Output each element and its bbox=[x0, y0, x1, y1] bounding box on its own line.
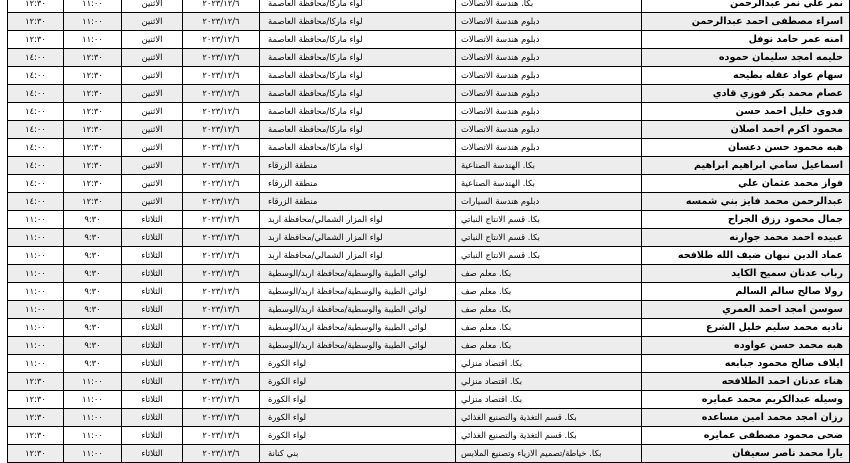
candidate-name-cell: محمود اكرم احمد اصلان bbox=[642, 121, 850, 139]
end-time-cell: ١٤:٠٠ bbox=[8, 85, 64, 103]
end-time-cell: ١٤:٠٠ bbox=[8, 157, 64, 175]
start-time-cell: ٩:٣٠ bbox=[64, 301, 122, 319]
end-time-cell: ١٢:٣٠ bbox=[8, 427, 64, 445]
exam-date-cell: ٢٠٢٣/١٣/٦ bbox=[183, 283, 260, 301]
specialization-cell: دبلوم هندسة السيارات bbox=[456, 193, 642, 211]
directorate-cell: لواء الكورة bbox=[260, 373, 456, 391]
exam-day-cell: الثلاثاء bbox=[122, 337, 183, 355]
directorate-cell: لواء الكورة bbox=[260, 355, 456, 373]
specialization-cell: بكا. قسم الانتاج النباتي bbox=[456, 247, 642, 265]
directorate-cell: لواء المزار الشمالي/محافظة اربد bbox=[260, 247, 456, 265]
end-time-cell: ١٤:٠٠ bbox=[8, 49, 64, 67]
table-row bbox=[8, 337, 850, 355]
exam-date-cell: ٢٠٢٣/١٢/٦ bbox=[183, 85, 260, 103]
exam-day-cell: الاثنين bbox=[122, 67, 183, 85]
table-row bbox=[8, 445, 850, 463]
directorate-cell: لوائي الطيبة والوسطية/محافظة اربد/الوسطية bbox=[260, 301, 456, 319]
exam-day-cell: الثلاثاء bbox=[122, 355, 183, 373]
start-time-cell: ١١:٠٠ bbox=[64, 409, 122, 427]
table-row bbox=[8, 157, 850, 175]
candidate-name-cell: حليمه امجد سليمان حموده bbox=[642, 49, 850, 67]
directorate-cell: لواء ماركا/محافظة العاصمة bbox=[260, 85, 456, 103]
start-time-cell: ١٢:٣٠ bbox=[64, 139, 122, 157]
candidate-name-cell: سوسن امجد احمد العمري bbox=[642, 301, 850, 319]
specialization-cell: بكا. قسم التغذية والتصنيع الغذائي bbox=[456, 427, 642, 445]
directorate-cell: منطقة الزرقاء bbox=[260, 175, 456, 193]
specialization-cell: دبلوم هندسة الاتصالات bbox=[456, 13, 642, 31]
specialization-cell: بكا. قسم التغذية والتصنيع الغذائي bbox=[456, 409, 642, 427]
table-row bbox=[8, 193, 850, 211]
candidate-name-cell: ضحى محمود مصطفى عمايره bbox=[642, 427, 850, 445]
candidate-name-cell: رباب عدنان سميح الكايد bbox=[642, 265, 850, 283]
candidate-name-cell: هبه محمد حسن عواوده bbox=[642, 337, 850, 355]
exam-date-cell: ٢٠٢٣/١٣/٦ bbox=[183, 445, 260, 463]
exam-day-cell: الثلاثاء bbox=[122, 229, 183, 247]
end-time-cell: ١٢:٣٠ bbox=[8, 0, 64, 13]
table-row bbox=[8, 319, 850, 337]
directorate-cell: لواء المزار الشمالي/محافظة اربد bbox=[260, 211, 456, 229]
directorate-cell: لواء ماركا/محافظة العاصمة bbox=[260, 49, 456, 67]
table-row bbox=[8, 427, 850, 445]
exam-day-cell: الاثنين bbox=[122, 139, 183, 157]
end-time-cell: ١٢:٣٠ bbox=[8, 445, 64, 463]
start-time-cell: ٩:٣٠ bbox=[64, 283, 122, 301]
directorate-cell: لواء المزار الشمالي/محافظة اربد bbox=[260, 229, 456, 247]
end-time-cell: ١٤:٠٠ bbox=[8, 139, 64, 157]
directorate-cell: لواء الكورة bbox=[260, 409, 456, 427]
start-time-cell: ١١:٠٠ bbox=[64, 0, 122, 13]
exam-date-cell: ٢٠٢٣/١٣/٦ bbox=[183, 355, 260, 373]
specialization-cell: بكا. معلم صف bbox=[456, 337, 642, 355]
table-row bbox=[8, 355, 850, 373]
exam-date-cell: ٢٠٢٣/١٣/٦ bbox=[183, 319, 260, 337]
start-time-cell: ١٢:٣٠ bbox=[64, 85, 122, 103]
schedule-rows bbox=[8, 0, 850, 463]
start-time-cell: ٩:٣٠ bbox=[64, 265, 122, 283]
exam-day-cell: الثلاثاء bbox=[122, 409, 183, 427]
exam-day-cell: الاثنين bbox=[122, 193, 183, 211]
exam-date-cell: ٢٠٢٣/١٢/٦ bbox=[183, 139, 260, 157]
exam-date-cell: ٢٠٢٣/١٣/٦ bbox=[183, 229, 260, 247]
candidate-name-cell: سهام عواد عقله بطيحه bbox=[642, 67, 850, 85]
end-time-cell: ١١:٠٠ bbox=[8, 355, 64, 373]
end-time-cell: ١٤:٠٠ bbox=[8, 193, 64, 211]
specialization-cell: بكا. خياطة/تصميم الازياء وتصنيع الملابس bbox=[456, 445, 642, 463]
exam-day-cell: الاثنين bbox=[122, 31, 183, 49]
exam-date-cell: ٢٠٢٣/١٣/٦ bbox=[183, 301, 260, 319]
exam-day-cell: الثلاثاء bbox=[122, 247, 183, 265]
exam-date-cell: ٢٠٢٣/١٢/٦ bbox=[183, 31, 260, 49]
candidate-name-cell: وسيله عبدالكريم محمد عمايره bbox=[642, 391, 850, 409]
table-row bbox=[8, 301, 850, 319]
exam-day-cell: الثلاثاء bbox=[122, 211, 183, 229]
start-time-cell: ٩:٣٠ bbox=[64, 355, 122, 373]
specialization-cell: دبلوم هندسة الاتصالات bbox=[456, 103, 642, 121]
exam-day-cell: الثلاثاء bbox=[122, 283, 183, 301]
exam-day-cell: الثلاثاء bbox=[122, 445, 183, 463]
exam-day-cell: الثلاثاء bbox=[122, 373, 183, 391]
start-time-cell: ٩:٣٠ bbox=[64, 247, 122, 265]
exam-day-cell: الثلاثاء bbox=[122, 391, 183, 409]
candidate-name-cell: امنه عمر حامد نوفل bbox=[642, 31, 850, 49]
table-row bbox=[8, 409, 850, 427]
exam-date-cell: ٢٠٢٣/١٢/٦ bbox=[183, 175, 260, 193]
start-time-cell: ١٢:٣٠ bbox=[64, 103, 122, 121]
specialization-cell: بكا. معلم صف bbox=[456, 283, 642, 301]
start-time-cell: ١٢:٣٠ bbox=[64, 175, 122, 193]
end-time-cell: ١٢:٣٠ bbox=[8, 373, 64, 391]
end-time-cell: ١١:٠٠ bbox=[8, 337, 64, 355]
directorate-cell: لواء ماركا/محافظة العاصمة bbox=[260, 67, 456, 85]
specialization-cell: دبلوم هندسة الاتصالات bbox=[456, 31, 642, 49]
exam-day-cell: الاثنين bbox=[122, 13, 183, 31]
table-row bbox=[8, 247, 850, 265]
candidate-name-cell: رزان امجد محمد امين مساعده bbox=[642, 409, 850, 427]
directorate-cell: لوائي الطيبة والوسطية/محافظة اربد/الوسطية bbox=[260, 265, 456, 283]
table-row bbox=[8, 13, 850, 31]
directorate-cell: لواء ماركا/محافظة العاصمة bbox=[260, 103, 456, 121]
exam-date-cell: ٢٠٢٣/١٢/٦ bbox=[183, 103, 260, 121]
start-time-cell: ١١:٠٠ bbox=[64, 445, 122, 463]
exam-date-cell: ٢٠٢٣/١٣/٦ bbox=[183, 211, 260, 229]
candidate-name-cell: هبه محمود حسن دعسان bbox=[642, 139, 850, 157]
start-time-cell: ١٢:٣٠ bbox=[64, 49, 122, 67]
end-time-cell: ١١:٠٠ bbox=[8, 247, 64, 265]
candidate-name-cell: ناديه محمد سليم خليل الشرع bbox=[642, 319, 850, 337]
end-time-cell: ١١:٠٠ bbox=[8, 211, 64, 229]
directorate-cell: لوائي الطيبة والوسطية/محافظة اربد/الوسطية bbox=[260, 319, 456, 337]
exam-date-cell: ٢٠٢٣/١٣/٦ bbox=[183, 409, 260, 427]
candidate-name-cell: فواز محمد عثمان علي bbox=[642, 175, 850, 193]
table-row bbox=[8, 175, 850, 193]
start-time-cell: ١٢:٣٠ bbox=[64, 67, 122, 85]
specialization-cell: بكا. قسم الانتاج النباتي bbox=[456, 211, 642, 229]
directorate-cell: لواء الكورة bbox=[260, 427, 456, 445]
exam-date-cell: ٢٠٢٣/١٣/٦ bbox=[183, 373, 260, 391]
directorate-cell: لواء ماركا/محافظة العاصمة bbox=[260, 31, 456, 49]
specialization-cell: بكا. الهندسة الصناعية bbox=[456, 175, 642, 193]
candidate-name-cell: عبدالرحمن محمد فايز بني شمسه bbox=[642, 193, 850, 211]
exam-day-cell: الاثنين bbox=[122, 85, 183, 103]
table-row bbox=[8, 85, 850, 103]
end-time-cell: ١٤:٠٠ bbox=[8, 67, 64, 85]
end-time-cell: ١٢:٣٠ bbox=[8, 13, 64, 31]
schedule-table bbox=[7, 0, 850, 463]
candidate-name-cell: نمر علي نمر عبدالرحمن bbox=[642, 0, 850, 13]
start-time-cell: ١١:٠٠ bbox=[64, 13, 122, 31]
specialization-cell: بكا. الهندسة الصناعية bbox=[456, 157, 642, 175]
table-row bbox=[8, 139, 850, 157]
exam-day-cell: الثلاثاء bbox=[122, 301, 183, 319]
specialization-cell: بكا. قسم الانتاج النباتي bbox=[456, 229, 642, 247]
end-time-cell: ١١:٠٠ bbox=[8, 319, 64, 337]
specialization-cell: دبلوم هندسة الاتصالات bbox=[456, 49, 642, 67]
start-time-cell: ٩:٣٠ bbox=[64, 337, 122, 355]
candidate-name-cell: رولا صالح سالم السالم bbox=[642, 283, 850, 301]
directorate-cell: لواء ماركا/محافظة العاصمة bbox=[260, 0, 456, 13]
specialization-cell: بكا. معلم صف bbox=[456, 265, 642, 283]
table-row bbox=[8, 49, 850, 67]
table-row bbox=[8, 265, 850, 283]
end-time-cell: ١٤:٠٠ bbox=[8, 103, 64, 121]
end-time-cell: ١٢:٣٠ bbox=[8, 31, 64, 49]
directorate-cell: لواء الكورة bbox=[260, 391, 456, 409]
table-row bbox=[8, 283, 850, 301]
table-row bbox=[8, 391, 850, 409]
directorate-cell: بني كنانة bbox=[260, 445, 456, 463]
candidate-name-cell: عماد الدين نبهان ضيف الله طلافحه bbox=[642, 247, 850, 265]
directorate-cell: لوائي الطيبة والوسطية/محافظة اربد/الوسطية bbox=[260, 283, 456, 301]
end-time-cell: ١١:٠٠ bbox=[8, 229, 64, 247]
directorate-cell: منطقة الزرقاء bbox=[260, 157, 456, 175]
candidate-name-cell: هناء عدنان احمد الطلافحه bbox=[642, 373, 850, 391]
directorate-cell: منطقة الزرقاء bbox=[260, 193, 456, 211]
start-time-cell: ١٢:٣٠ bbox=[64, 193, 122, 211]
exam-date-cell: ٢٠٢٣/١٢/٦ bbox=[183, 0, 260, 13]
exam-day-cell: الثلاثاء bbox=[122, 319, 183, 337]
specialization-cell: دبلوم هندسة الاتصالات bbox=[456, 139, 642, 157]
table-row bbox=[8, 67, 850, 85]
specialization-cell: بكا. اقتصاد منزلي bbox=[456, 355, 642, 373]
directorate-cell: لواء ماركا/محافظة العاصمة bbox=[260, 13, 456, 31]
exam-date-cell: ٢٠٢٣/١٢/٦ bbox=[183, 157, 260, 175]
exam-day-cell: الثلاثاء bbox=[122, 265, 183, 283]
exam-day-cell: الاثنين bbox=[122, 49, 183, 67]
directorate-cell: لوائي الطيبة والوسطية/محافظة اربد/الوسطية bbox=[260, 337, 456, 355]
table-row bbox=[8, 211, 850, 229]
end-time-cell: ١٢:٣٠ bbox=[8, 391, 64, 409]
candidate-name-cell: يارا محمد ناصر سعيفان bbox=[642, 445, 850, 463]
directorate-cell: لواء ماركا/محافظة العاصمة bbox=[260, 139, 456, 157]
end-time-cell: ١٤:٠٠ bbox=[8, 175, 64, 193]
specialization-cell: دبلوم هندسة الاتصالات bbox=[456, 121, 642, 139]
specialization-cell: دبلوم هندسة الاتصالات bbox=[456, 85, 642, 103]
start-time-cell: ١١:٠٠ bbox=[64, 427, 122, 445]
exam-date-cell: ٢٠٢٣/١٢/٦ bbox=[183, 49, 260, 67]
exam-date-cell: ٢٠٢٣/١٣/٦ bbox=[183, 247, 260, 265]
start-time-cell: ١١:٠٠ bbox=[64, 31, 122, 49]
specialization-cell: بكا. هندسة الاتصالات bbox=[456, 0, 642, 13]
end-time-cell: ١١:٠٠ bbox=[8, 301, 64, 319]
start-time-cell: ٩:٣٠ bbox=[64, 211, 122, 229]
specialization-cell: بكا. اقتصاد منزلي bbox=[456, 391, 642, 409]
start-time-cell: ١٢:٣٠ bbox=[64, 121, 122, 139]
exam-day-cell: الاثنين bbox=[122, 121, 183, 139]
exam-date-cell: ٢٠٢٣/١٢/٦ bbox=[183, 67, 260, 85]
candidate-name-cell: عصام محمد بكر فوزي قادي bbox=[642, 85, 850, 103]
table-row bbox=[8, 229, 850, 247]
start-time-cell: ٩:٣٠ bbox=[64, 229, 122, 247]
end-time-cell: ١٤:٠٠ bbox=[8, 121, 64, 139]
candidate-name-cell: فدوى خليل احمد حسن bbox=[642, 103, 850, 121]
end-time-cell: ١١:٠٠ bbox=[8, 265, 64, 283]
exam-day-cell: الثلاثاء bbox=[122, 427, 183, 445]
table-row bbox=[8, 0, 850, 13]
candidate-name-cell: اسراء مصطفى احمد عبدالرحمن bbox=[642, 13, 850, 31]
exam-date-cell: ٢٠٢٣/١٢/٦ bbox=[183, 193, 260, 211]
exam-day-cell: الاثنين bbox=[122, 0, 183, 13]
exam-day-cell: الاثنين bbox=[122, 157, 183, 175]
specialization-cell: بكا. اقتصاد منزلي bbox=[456, 373, 642, 391]
end-time-cell: ١١:٠٠ bbox=[8, 283, 64, 301]
start-time-cell: ١٢:٣٠ bbox=[64, 157, 122, 175]
specialization-cell: بكا. معلم صف bbox=[456, 301, 642, 319]
specialization-cell: بكا. معلم صف bbox=[456, 319, 642, 337]
table-row bbox=[8, 121, 850, 139]
exam-date-cell: ٢٠٢٣/١٣/٦ bbox=[183, 391, 260, 409]
directorate-cell: لواء ماركا/محافظة العاصمة bbox=[260, 121, 456, 139]
exam-day-cell: الاثنين bbox=[122, 103, 183, 121]
exam-date-cell: ٢٠٢٣/١٢/٦ bbox=[183, 13, 260, 31]
start-time-cell: ١١:٠٠ bbox=[64, 391, 122, 409]
start-time-cell: ٩:٣٠ bbox=[64, 319, 122, 337]
exam-date-cell: ٢٠٢٣/١٣/٦ bbox=[183, 337, 260, 355]
exam-day-cell: الاثنين bbox=[122, 175, 183, 193]
table-row bbox=[8, 31, 850, 49]
specialization-cell: دبلوم هندسة الاتصالات bbox=[456, 67, 642, 85]
table-row bbox=[8, 373, 850, 391]
start-time-cell: ١١:٠٠ bbox=[64, 373, 122, 391]
exam-date-cell: ٢٠٢٣/١٣/٦ bbox=[183, 427, 260, 445]
table-row bbox=[8, 103, 850, 121]
candidate-name-cell: عبيده احمد محمد جوارنه bbox=[642, 229, 850, 247]
candidate-name-cell: جمال محمود رزق الجراح bbox=[642, 211, 850, 229]
candidate-name-cell: اسماعيل سامي ابراهيم ابراهيم bbox=[642, 157, 850, 175]
exam-date-cell: ٢٠٢٣/١٢/٦ bbox=[183, 121, 260, 139]
end-time-cell: ١٢:٣٠ bbox=[8, 409, 64, 427]
exam-date-cell: ٢٠٢٣/١٣/٦ bbox=[183, 265, 260, 283]
candidate-name-cell: ايلاف صالح محمود جبابعه bbox=[642, 355, 850, 373]
